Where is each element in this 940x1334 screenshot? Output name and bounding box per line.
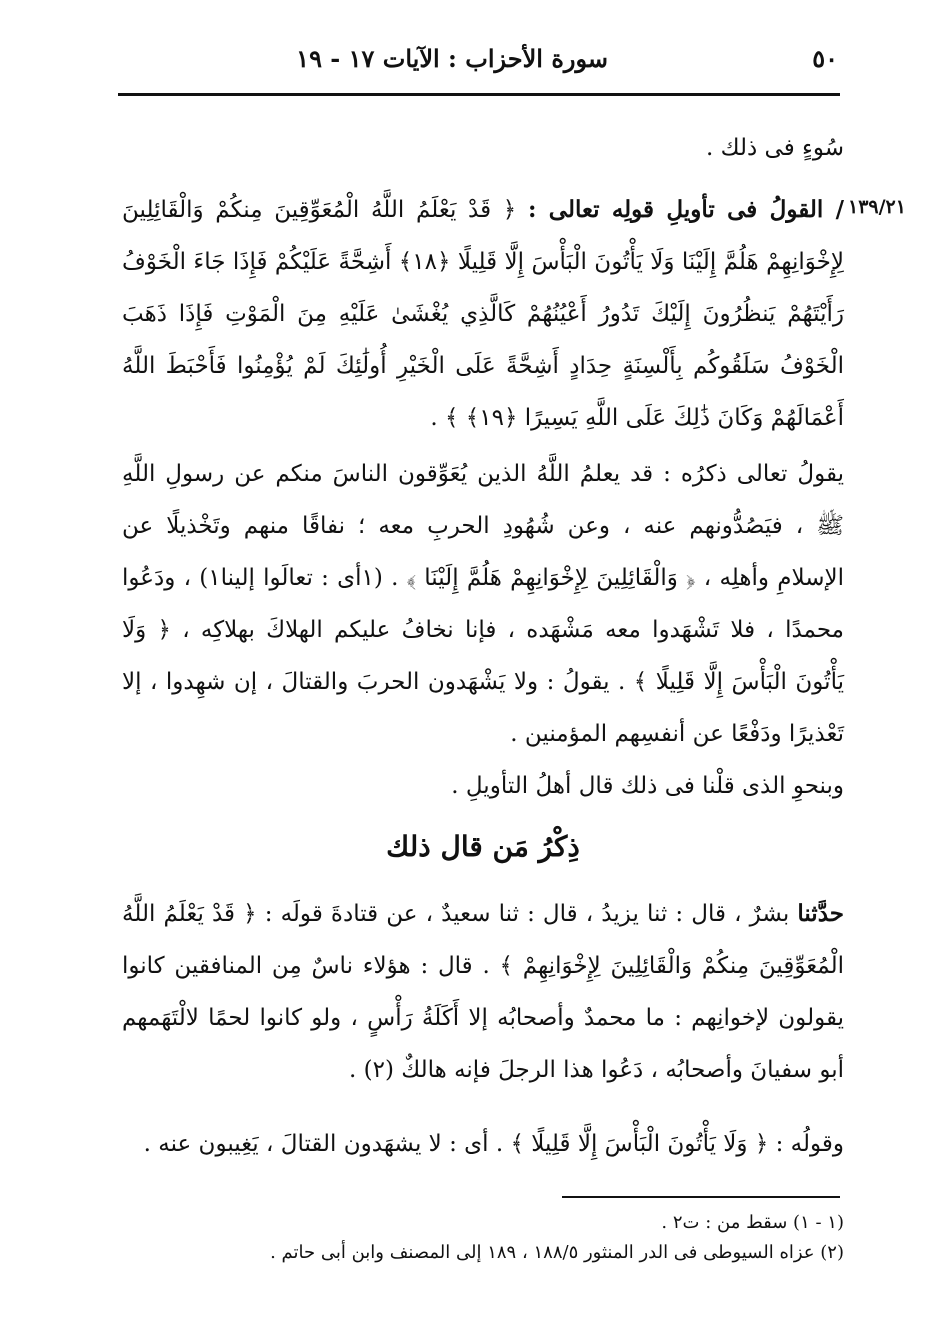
section-heading: ذِكْرُ مَن قال ذلك xyxy=(386,830,580,863)
footnotes xyxy=(160,1208,844,1268)
verse-text: ﴿ قَدْ يَعْلَمُ اللَّهُ الْمُعَوِّقِينَ مِنكُمْ وَالْقَائِلِينَ لِإِخْوَانِهِمْ هَلُمَّ إِلَيْنَا وَلَا يَأْتُونَ الْبَأْسَ إِلَّا قَلِيلًا ﴿١٨﴾ أَشِحَّةً عَلَيْكُمْ فَإِذَا جَاءَ الْخَوْفُ رَأَيْتَهُمْ يَنظُرُونَ إِلَيْكَ تَدُورُ أَعْيُنُهُمْ كَالَّذِي يُغْشَىٰ عَلَيْهِ مِنَ الْمَوْتِ فَإِذَا ذَهَبَ الْخَوْفُ سَلَقُوكُم بِأَلْسِنَةٍ حِدَادٍ أَشِحَّةً عَلَى الْخَيْرِ أُولَٰئِكَ لَمْ يُؤْمِنُوا فَأَحْبَطَ اللَّهُ أَعْمَالَهُمْ وَكَانَ ذَٰلِكَ عَلَى اللَّهِ يَسِيرًا ﴿١٩﴾ ﴾ . xyxy=(122,197,844,431)
paragraph-continuation: سُوءٍ فى ذلك . xyxy=(705,135,844,161)
closing-paragraph: وقولُه : ﴿ وَلَا يَأْتُونَ الْبَأْسَ إِلَّا قَلِيلًا ﴾ . أى : لا يشهَدون القتالَ ، يَغِيبون عنه . xyxy=(143,1131,844,1157)
footnote-rule xyxy=(562,1196,840,1198)
verse-paragraph xyxy=(122,184,844,444)
verse-intro: / القولُ فى تأويلِ قولِه تعالى : xyxy=(527,196,845,223)
footnote-2: (٢) عزاه السيوطى فى الدر المنثور ١٨٨/٥ ، ١٨٩ إلى المصنف وابن أبى حاتم . xyxy=(270,1242,844,1263)
narration-paragraph xyxy=(122,888,844,1096)
narration-text: بشرٌ ، قال : ثنا يزيدُ ، قال : ثنا سعيدٌ ، عن قتادةَ قولَه : ﴿ قَدْ يَعْلَمُ اللَّهُ الْمُعَوِّقِينَ مِنكُمْ وَالْقَائِلِينَ لِإِخْوَانِهِمْ ﴾ . قال : هؤلاء ناسٌ مِن المنافقين كانوا يقولون لإخوانِهم : ما محمدٌ وأصحابُه إلا أَكَلَةُ رَأْسٍ ، ولو كانوا لحمًا لالْتَهَمهم أبو سفيانَ وأصحابُه ، دَعُوا هذا الرجلَ فإنه هالكٌ (٢) . xyxy=(122,901,844,1083)
narration-lead: حدَّثنا xyxy=(797,900,844,927)
commentary-paragraph: يقولُ تعالى ذكرُه : قد يعلمُ اللَّهُ الذين يُعَوِّقون الناسَ منكم عن رسولِ اللَّهِ ﷺ ، فيَصُدُّونهم عنه ، وعن شُهُودِ الحربِ معه ؛ نفاقًا منهم وتَخْذيلًا عن الإسلامِ وأهلِه ، ﴿ وَالْقَائِلِينَ لِإِخْوَانِهِمْ هَلُمَّ إِلَيْنَا ﴾ . (١أى : تعالَوا إلينا١) ، ودَعُوا محمدًا ، فلا تَشْهَدوا معه مَشْهَده ، فإنا نخافُ عليكم الهلاكَ بهلاكِه ، ﴿ وَلَا يَأْتُونَ الْبَأْسَ إِلَّا قَلِيلًا ﴾ . يقولُ : ولا يَشْهَدون الحربَ والقتالَ ، إن شهِدوا ، إلا تَعْذيرًا ودَفْعًا عن أنفسِهم المؤمنين . xyxy=(122,461,844,747)
footnote-1: (١ - ١) سقط من : ت٢ . xyxy=(661,1212,844,1233)
header-rule xyxy=(118,93,840,96)
running-title: سورة الأحزاب : الآيات ١٧ - ١٩ xyxy=(296,44,608,73)
page-number: ٥٠ xyxy=(812,44,838,73)
commentary-summary: وبنحوِ الذى قلْنا فى ذلك قال أهلُ التأويلِ . xyxy=(451,773,844,799)
margin-reference: ١٣٩/٢١ xyxy=(848,196,906,218)
page-header xyxy=(118,36,838,86)
